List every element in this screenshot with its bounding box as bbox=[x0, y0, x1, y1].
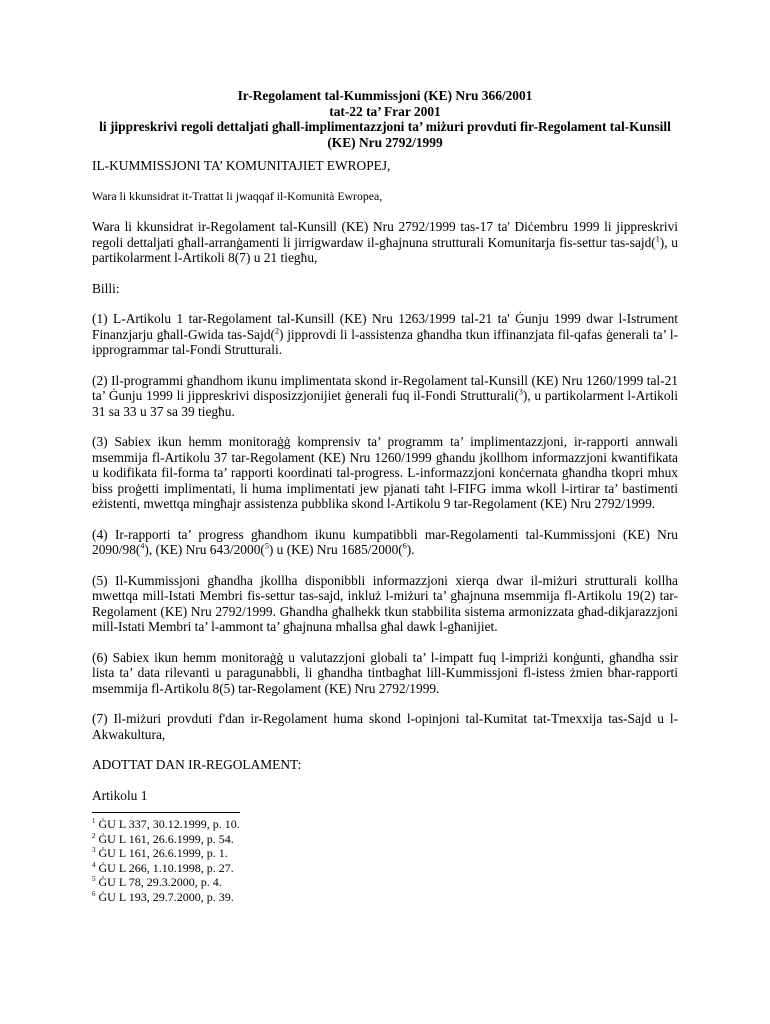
footnote bbox=[92, 890, 678, 905]
adoption-line: ADOTTAT DAN IR-REGOLAMENT: bbox=[92, 757, 302, 772]
recital-intro-text-b: ), u partikolarment l-Artikoli 8(7) u 21 tiegħu, bbox=[92, 234, 678, 265]
recital-2-text-a: (2) Il-programmi għandhom ikunu implimentata skond ir-Regolament tal-Kunsill (KE) Nru 1260/1999 tal-21 ta’ Ġunju 1999 li jippreskrivi disposizzjonijiet ġenerali fuq il-Fondi Strutturali( bbox=[92, 372, 678, 403]
footnote-ref-1: 1 bbox=[655, 234, 660, 244]
footnote-text: ĠU L 78, 29.3.2000, p. 4. bbox=[95, 875, 222, 889]
document-title bbox=[92, 88, 678, 150]
recital-1 bbox=[92, 311, 678, 358]
recital-4-text-d: ). bbox=[406, 542, 415, 557]
footnote-text: ĠU L 337, 30.12.1999, p. 10. bbox=[95, 817, 240, 831]
footnote bbox=[92, 861, 678, 876]
recital-5: (5) Il-Kummissjoni għandha jkollha disponibbli informazzjoni xierqa dwar il-miżuri strutturali kollha mwettqa mill-Istati Membri fis-settur tas-sajd, inkluż l-miżuri ta’ għajnuna msemmija fl-Artikolu 19(2) tar-Regolament (KE) Nru 2792/1999. Għandha għalhekk tkun stabbilita sistema armonizzata għad-dikjarazzjoni mill-Istati Membri ta’ l-ammont ta’ għajnuna mħallsa għal dawk l-għanijiet. bbox=[92, 572, 678, 634]
recital-4-text-a: (4) Ir-rapporti ta’ progress għandhom ikunu kumpatibbli mar-Regolamenti tal-Kummissjoni (KE) Nru 2090/98( bbox=[92, 526, 678, 557]
footnote bbox=[92, 875, 678, 890]
footnote-number: 2 bbox=[92, 831, 96, 840]
document-page bbox=[92, 88, 678, 904]
footnote-text: ĠU L 193, 29.7.2000, p. 39. bbox=[95, 889, 234, 904]
footnote-number: 1 bbox=[92, 817, 96, 825]
footnote bbox=[92, 817, 678, 832]
footnote-ref-6: 6 bbox=[402, 541, 407, 551]
treaty-line: Wara li kkunsidrat it-Trattat li jwaqqaf il-Komunità Ewropea, bbox=[92, 188, 383, 203]
recital-2 bbox=[92, 373, 678, 420]
footnote-number: 3 bbox=[92, 846, 96, 854]
recital-4 bbox=[92, 527, 678, 558]
footnotes bbox=[92, 817, 678, 904]
footnote-ref-2: 2 bbox=[275, 326, 279, 336]
billi-line: Billi: bbox=[92, 280, 120, 296]
title-line-1: Ir-Regolament tal-Kummissjoni (KE) Nru 366/2001 bbox=[237, 88, 533, 103]
footnote-text: ĠU L 161, 26.6.1999, p. 54. bbox=[95, 831, 234, 846]
footnote bbox=[92, 846, 678, 861]
footnote-ref-4: 4 bbox=[140, 541, 145, 551]
footnote-text: ĠU L 266, 1.10.1998, p. 27. bbox=[95, 860, 234, 875]
recital-7: (7) Il-miżuri provduti f'dan ir-Regolament huma skond l-opinjoni tal-Kumitat tat-Tmexxija tas-Sajd u l-Akwakultura, bbox=[92, 711, 678, 742]
recital-2-text-b: ), u partikolarment l-Artikoli 31 sa 33 u 37 sa 39 tiegħu. bbox=[92, 388, 678, 419]
institution-line: IL-KUMMISSJONI TA’ KOMUNITAJIET EWROPEJ, bbox=[92, 158, 391, 173]
footnote-text: ĠU L 161, 26.6.1999, p. 1. bbox=[95, 846, 228, 860]
recital-4-text-c: ) u (KE) Nru 1685/2000( bbox=[268, 542, 403, 557]
recital-intro bbox=[92, 219, 678, 266]
footnote-number: 6 bbox=[92, 889, 96, 898]
article-heading: Artikolu 1 bbox=[92, 787, 148, 803]
recital-3: (3) Sabiex ikun hemm monitoraġġ komprensiv ta’ programm ta’ implimentazzjoni, ir-rapporti annwali msemmija fl-Artikolu 37 tar-Regolament (KE) Nru 1260/1999 għandu jkollhom informazzjoni kwantifikata u kodifikata fil-forma ta’ rapporti koordinati tal-progress. L-informazzjoni konċernata għandha tkopri mhux biss proġetti implimentati, li huma implimentati jew pjanati taħt l-FIFG imma wkoll l-irtirar ta’ bastimenti eżistenti, mwettqa mingħajr assistenza pubblika skond l-Artikolu 9 tar-Regolament (KE) Nru 2792/1999. bbox=[92, 434, 678, 511]
footnote-separator bbox=[92, 812, 240, 813]
footnote-ref-3: 3 bbox=[518, 387, 523, 397]
recital-4-text-b: ), (KE) Nru 643/2000( bbox=[144, 542, 265, 557]
footnote-number: 4 bbox=[92, 860, 96, 869]
footnote bbox=[92, 832, 678, 847]
footnote-number: 5 bbox=[92, 875, 96, 883]
recital-1-text-a: (1) L-Artikolu 1 tar-Regolament tal-Kunsill (KE) Nru 1263/1999 tal-21 ta' Ġunju 1999 dwar l-Istrument Finanzjarju għall-Gwida tas-Sajd( bbox=[92, 311, 678, 342]
footnote-ref-5: 5 bbox=[264, 541, 269, 551]
recital-1-text-b: ) jipprovdi li l-assistenza għandha tkun iffinanzjata fil-qafas ġenerali ta’ l-ipprogrammar tal-Fondi Strutturali. bbox=[92, 326, 678, 357]
recital-6: (6) Sabiex ikun hemm monitoraġġ u valutazzjoni globali ta’ l-impatt fuq l-impriżi konġunti, għandha ssir lista ta’ data rilevanti u paragunabbli, li għandha tintbagħat lill-Kummissjoni fl-istess żmien bħar-rapporti msemmija fl-Artikolu 8(5) tar-Regolament (KE) Nru 2792/1999. bbox=[92, 649, 678, 696]
title-line-3: li jippreskrivi regoli dettaljati għall-implimentazzjoni ta’ miżuri provduti fir-Regolament tal-Kunsill (KE) Nru 2792/1999 bbox=[99, 119, 671, 150]
title-line-2: tat-22 ta’ Frar 2001 bbox=[329, 103, 441, 119]
recital-intro-text-a: Wara li kkunsidrat ir-Regolament tal-Kunsill (KE) Nru 2792/1999 tas-17 ta' Diċembru 1999 li jippreskrivi regoli dettaljati għall-arranġamenti li jirrigwardaw il-għajnuna strutturali Komunitarja fis-settur tas-sajd( bbox=[92, 219, 678, 250]
